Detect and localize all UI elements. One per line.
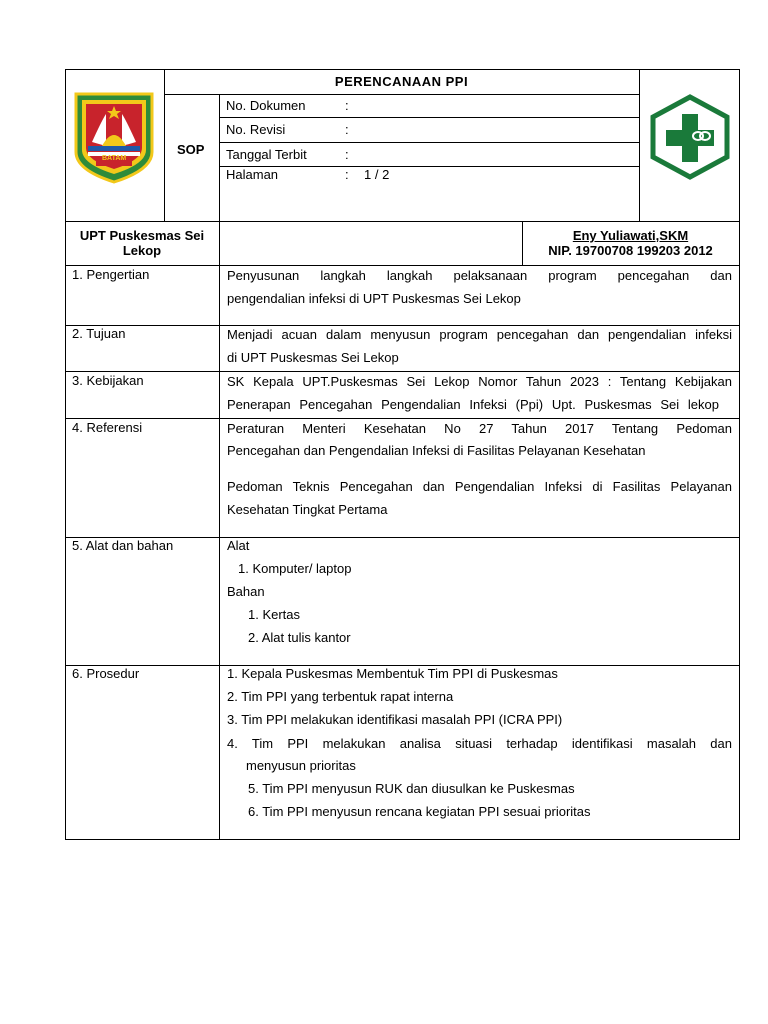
prosedur-step-continuation: menyusun prioritas bbox=[246, 758, 356, 773]
prosedur-step: 1. Kepala Puskesmas Membentuk Tim PPI di Puskesmas bbox=[227, 666, 558, 681]
section-label-kebijakan: 3. Kebijakan bbox=[72, 373, 144, 388]
kebijakan-line1: SK Kepala UPT.Puskesmas Sei Lekop Nomor Tahun 2023 : Tentang Kebijakan bbox=[227, 374, 732, 389]
field-sep: : bbox=[345, 122, 349, 137]
field-label-halaman: Halaman bbox=[226, 167, 279, 182]
bahan-item: 2. Alat tulis kantor bbox=[248, 630, 351, 645]
document-title: PERENCANAAN PPI bbox=[334, 74, 469, 89]
org-name-line2: Lekop bbox=[122, 243, 162, 258]
field-label-no-revisi: No. Revisi bbox=[226, 122, 286, 137]
field-label-no-dokumen: No. Dokumen bbox=[226, 98, 306, 113]
bahan-item: 1. Kertas bbox=[248, 607, 301, 622]
referensi-p2-line2: Kesehatan Tingkat Pertama bbox=[227, 502, 388, 517]
field-value-halaman: 1 / 2 bbox=[364, 167, 390, 182]
kebijakan-line2: Penerapan Pencegahan Pengendalian Infeksi (Ppi) Upt. Puskesmas Sei lekop bbox=[227, 397, 719, 412]
batam-emblem-logo bbox=[72, 90, 156, 184]
divider bbox=[639, 69, 640, 221]
section-label-alat: 5. Alat dan bahan bbox=[72, 538, 174, 553]
alat-item: 1. Komputer/ laptop bbox=[238, 561, 352, 576]
org-name-line1: UPT Puskesmas Sei bbox=[79, 228, 205, 243]
field-sep: : bbox=[345, 147, 349, 162]
section-label-referensi: 4. Referensi bbox=[72, 420, 143, 435]
signatory-name: Eny Yuliawati,SKM bbox=[572, 228, 689, 243]
referensi-p2-line1: Pedoman Teknis Pencegahan dan Pengendalian Infeksi di Fasilitas Pelayanan bbox=[227, 479, 732, 494]
field-sep: : bbox=[345, 167, 349, 182]
divider bbox=[219, 94, 220, 221]
tujuan-line2: di UPT Puskesmas Sei Lekop bbox=[227, 350, 399, 365]
prosedur-step: 2. Tim PPI yang terbentuk rapat interna bbox=[227, 689, 454, 704]
prosedur-step: 6. Tim PPI menyusun rencana kegiatan PPI sesuai prioritas bbox=[248, 804, 591, 819]
pengertian-line2: pengendalian infeksi di UPT Puskesmas Sei Lekop bbox=[227, 291, 521, 306]
prosedur-step: 5. Tim PPI menyusun RUK dan diusulkan ke Puskesmas bbox=[248, 781, 575, 796]
prosedur-step: 4. Tim PPI melakukan analisa situasi terhadap identifikasi masalah dan bbox=[227, 736, 732, 751]
section-label-prosedur: 6. Prosedur bbox=[72, 666, 140, 681]
divider bbox=[219, 117, 639, 118]
divider bbox=[219, 166, 639, 167]
divider bbox=[219, 221, 220, 840]
referensi-p1-line1: Peraturan Menteri Kesehatan No 27 Tahun 2017 Tentang Pedoman bbox=[227, 421, 732, 436]
tujuan-line1: Menjadi acuan dalam menyusun program pencegahan dan pengendalian infeksi bbox=[227, 327, 732, 342]
signatory-nip: NIP. 19700708 199203 2012 bbox=[548, 243, 713, 258]
alat-heading: Alat bbox=[227, 538, 250, 553]
sop-label: SOP bbox=[177, 142, 205, 157]
divider bbox=[219, 142, 639, 143]
referensi-p1-line2: Pencegahan dan Pengendalian Infeksi di Fasilitas Pelayanan Kesehatan bbox=[227, 443, 646, 458]
bahan-heading: Bahan bbox=[227, 584, 265, 599]
section-label-tujuan: 2. Tujuan bbox=[72, 326, 126, 341]
table-border-right bbox=[739, 69, 740, 840]
field-label-tanggal-terbit: Tanggal Terbit bbox=[226, 147, 307, 162]
divider bbox=[65, 221, 740, 222]
section-label-pengertian: 1. Pengertian bbox=[72, 267, 150, 282]
pengertian-line1: Penyusunan langkah langkah pelaksanaan program pencegahan dan bbox=[227, 268, 732, 283]
divider bbox=[164, 94, 639, 95]
puskesmas-logo bbox=[649, 94, 731, 180]
prosedur-step: 3. Tim PPI melakukan identifikasi masalah PPI (ICRA PPI) bbox=[227, 712, 563, 727]
logo-text: BATAM bbox=[102, 155, 127, 162]
table-border-bottom bbox=[65, 839, 740, 840]
divider bbox=[164, 69, 165, 221]
table-border-left bbox=[65, 69, 66, 840]
field-sep: : bbox=[345, 98, 349, 113]
